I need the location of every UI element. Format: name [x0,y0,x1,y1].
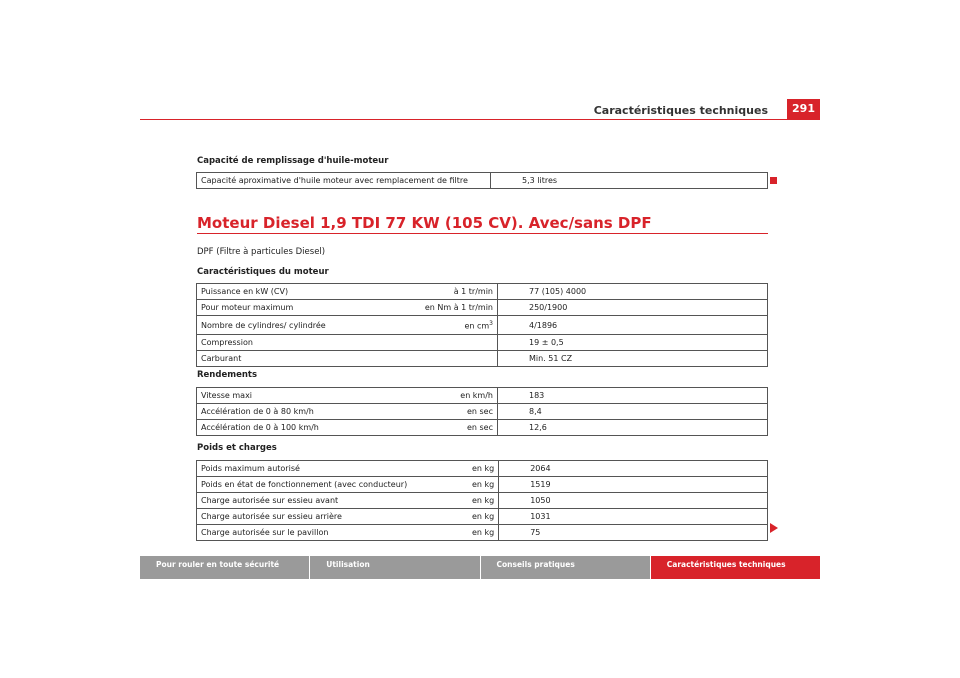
table-row [197,300,768,316]
footer-tab-safety[interactable]: Pour rouler en toute sécurité [140,556,309,579]
section-end-marker [770,177,777,184]
row-value: 8,4 [498,404,768,420]
row-unit: en kg [411,509,499,525]
row-value: 77 (105) 4000 [498,284,768,300]
header-title: Caractéristiques techniques [593,104,768,117]
row-unit [410,335,498,351]
engine-title: Moteur Diesel 1,9 TDI 77 KW (105 CV). Avec/sans DPF [197,214,652,232]
engine-title-rule [197,233,768,234]
weights-table [196,460,768,541]
header-rule [140,119,820,120]
table-row [197,351,768,367]
row-value: 1050 [499,493,768,509]
oil-capacity-heading: Capacité de remplissage d'huile-moteur [197,156,389,166]
table-row [197,493,768,509]
engine-specs-table [196,283,768,367]
page-number: 291 [787,99,820,119]
footer-nav [140,556,820,579]
table-row [197,420,768,436]
oil-capacity-label: Capacité aproximative d'huile moteur avec remplacement de filtre [197,173,491,189]
table-row [197,477,768,493]
row-label: Nombre de cylindres/ cylindrée [197,316,411,335]
row-unit: en kg [411,493,499,509]
table-row [197,173,768,189]
row-label: Puissance en kW (CV) [197,284,411,300]
row-value: Min. 51 CZ [498,351,768,367]
row-label: Charge autorisée sur le pavillon [197,525,412,541]
row-label: Compression [197,335,411,351]
row-value: 19 ± 0,5 [498,335,768,351]
row-unit: en sec [410,404,498,420]
row-unit [410,351,498,367]
oil-capacity-table [196,172,768,189]
row-value: 4/1896 [498,316,768,335]
row-unit: en cm [464,321,490,331]
row-label: Vitesse maxi [197,388,411,404]
row-unit: à 1 tr/min [410,284,498,300]
table-row [197,461,768,477]
table-row [197,316,768,335]
row-value: 1031 [499,509,768,525]
footer-tab-operation[interactable]: Utilisation [310,556,479,579]
row-label: Pour moteur maximum [197,300,411,316]
row-label: Carburant [197,351,411,367]
row-unit: en kg [411,461,499,477]
row-value: 1519 [499,477,768,493]
weights-heading: Poids et charges [197,443,277,453]
row-label: Poids maximum autorisé [197,461,412,477]
row-unit: en km/h [410,388,498,404]
row-label: Charge autorisée sur essieu arrière [197,509,412,525]
engine-specs-heading: Caractéristiques du moteur [197,267,329,277]
row-value: 75 [499,525,768,541]
performance-table [196,387,768,436]
row-label: Accélération de 0 à 80 km/h [197,404,411,420]
row-label: Charge autorisée sur essieu avant [197,493,412,509]
table-row [197,525,768,541]
row-unit: en sec [410,420,498,436]
oil-capacity-value: 5,3 litres [491,173,768,189]
row-unit-cell [410,316,498,335]
table-row [197,404,768,420]
table-row [197,388,768,404]
table-row [197,284,768,300]
performance-heading: Rendements [197,370,258,380]
row-label: Poids en état de fonctionnement (avec conducteur) [197,477,412,493]
row-value: 12,6 [498,420,768,436]
row-unit: en kg [411,525,499,541]
footer-tab-tips[interactable]: Conseils pratiques [481,556,650,579]
next-page-arrow-icon[interactable] [770,523,778,533]
row-unit: en Nm à 1 tr/min [410,300,498,316]
row-label: Accélération de 0 à 100 km/h [197,420,411,436]
row-value: 250/1900 [498,300,768,316]
row-value: 183 [498,388,768,404]
dpf-note: DPF (Filtre à particules Diesel) [197,247,326,257]
row-unit-superscript: 3 [489,319,493,327]
row-value: 2064 [499,461,768,477]
row-unit: en kg [411,477,499,493]
footer-tab-technical[interactable]: Caractéristiques techniques [651,556,820,579]
table-row [197,509,768,525]
table-row [197,335,768,351]
